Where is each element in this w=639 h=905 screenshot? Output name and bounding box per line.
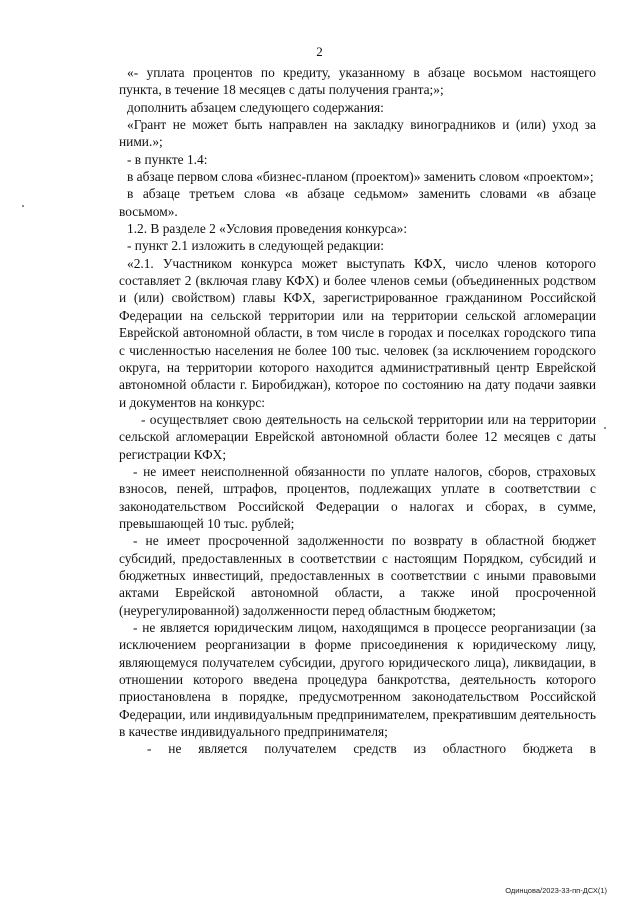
scan-speck (604, 427, 606, 429)
paragraph-7: 1.2. В разделе 2 «Условия проведения конкурса»: (127, 221, 408, 237)
paragraph-3: «Грант не может быть направлен на закладку виноградников и (или) уход за ними.»; (119, 117, 596, 150)
paragraph-10: - осуществляет свою деятельность на сельской территории или на территории сельской агломерации Еврейской автономной области более 12 месяцев с даты регистрации КФХ; (119, 411, 596, 462)
paragraph-5: в абзаце первом слова «бизнес-планом (проектом)» заменить словом «проектом»; (127, 169, 594, 185)
document-body (119, 64, 596, 758)
paragraph-13: - не является юридическим лицом, находящимся в процессе реорганизации (за исключением реорганизации в форме присоединения к юридическому лицу, являющемуся получателем субсидии, другого юридического лица), ликвидации, в отношении которого введена процедура банкротства, деятельность которого приостановлена в порядке, предусмотренном законодательством Российской Федерации, или индивидуальным предпринимателем, прекратившим деятельность в качестве индивидуального предпринимателя; (119, 620, 596, 740)
paragraph-2: дополнить абзацем следующего содержания: (127, 99, 384, 115)
scan-speck (22, 205, 24, 207)
paragraph-8: - пункт 2.1 изложить в следующей редакции: (127, 238, 384, 254)
paragraph-1: «- уплата процентов по кредиту, указанному в абзаце восьмом настоящего пункта, в течение 18 месяцев с даты получения гранта;»; (119, 65, 596, 98)
footer-document-code: Одинцова/2023-33-пп-ДСХ(1) (505, 886, 607, 895)
paragraph-6: в абзаце третьем слова «в абзаце седьмом» заменить словами «в абзаце восьмом». (119, 186, 596, 219)
paragraph-4: - в пункте 1.4: (127, 151, 208, 167)
paragraph-14: - не является получателем средств из областного бюджета в (147, 741, 596, 757)
paragraph-11: - не имеет неисполненной обязанности по уплате налогов, сборов, страховых взносов, пеней, штрафов, процентов, подлежащих уплате в соответствии с законодательством Российской Федерации о налогах и сборах, в сумме, превышающей 10 тыс. рублей; (119, 463, 596, 531)
page-number: 2 (316, 44, 323, 59)
paragraph-12: - не имеет просроченной задолженности по возврату в областной бюджет субсидий, предоставленных в соответствии с настоящим Порядком, субсидий и бюджетных инвестиций, предоставленных в соответствии с иными правовыми актами Еврейской автономной области, а также иной просроченной (неурегулированной) задолженности перед областным бюджетом; (119, 533, 596, 618)
paragraph-9: «2.1. Участником конкурса может выступать КФХ, число членов которого составляет 2 (включая главу КФХ) и более членов семьи (объединенных родством и (или) свойством) главы КФХ, зарегистрированное гражданином Российской Федерации на сельской территории или на территории сельской агломерации Еврейской автономной области, в том числе в городах и поселках городского типа с численностью населения не более 100 тыс. человек (за исключением городского округа, на территории которого находится административный центр Еврейской автономной области г. Биробиджан), которое по состоянию на дату подачи заявки и документов на конкурс: (119, 255, 596, 410)
